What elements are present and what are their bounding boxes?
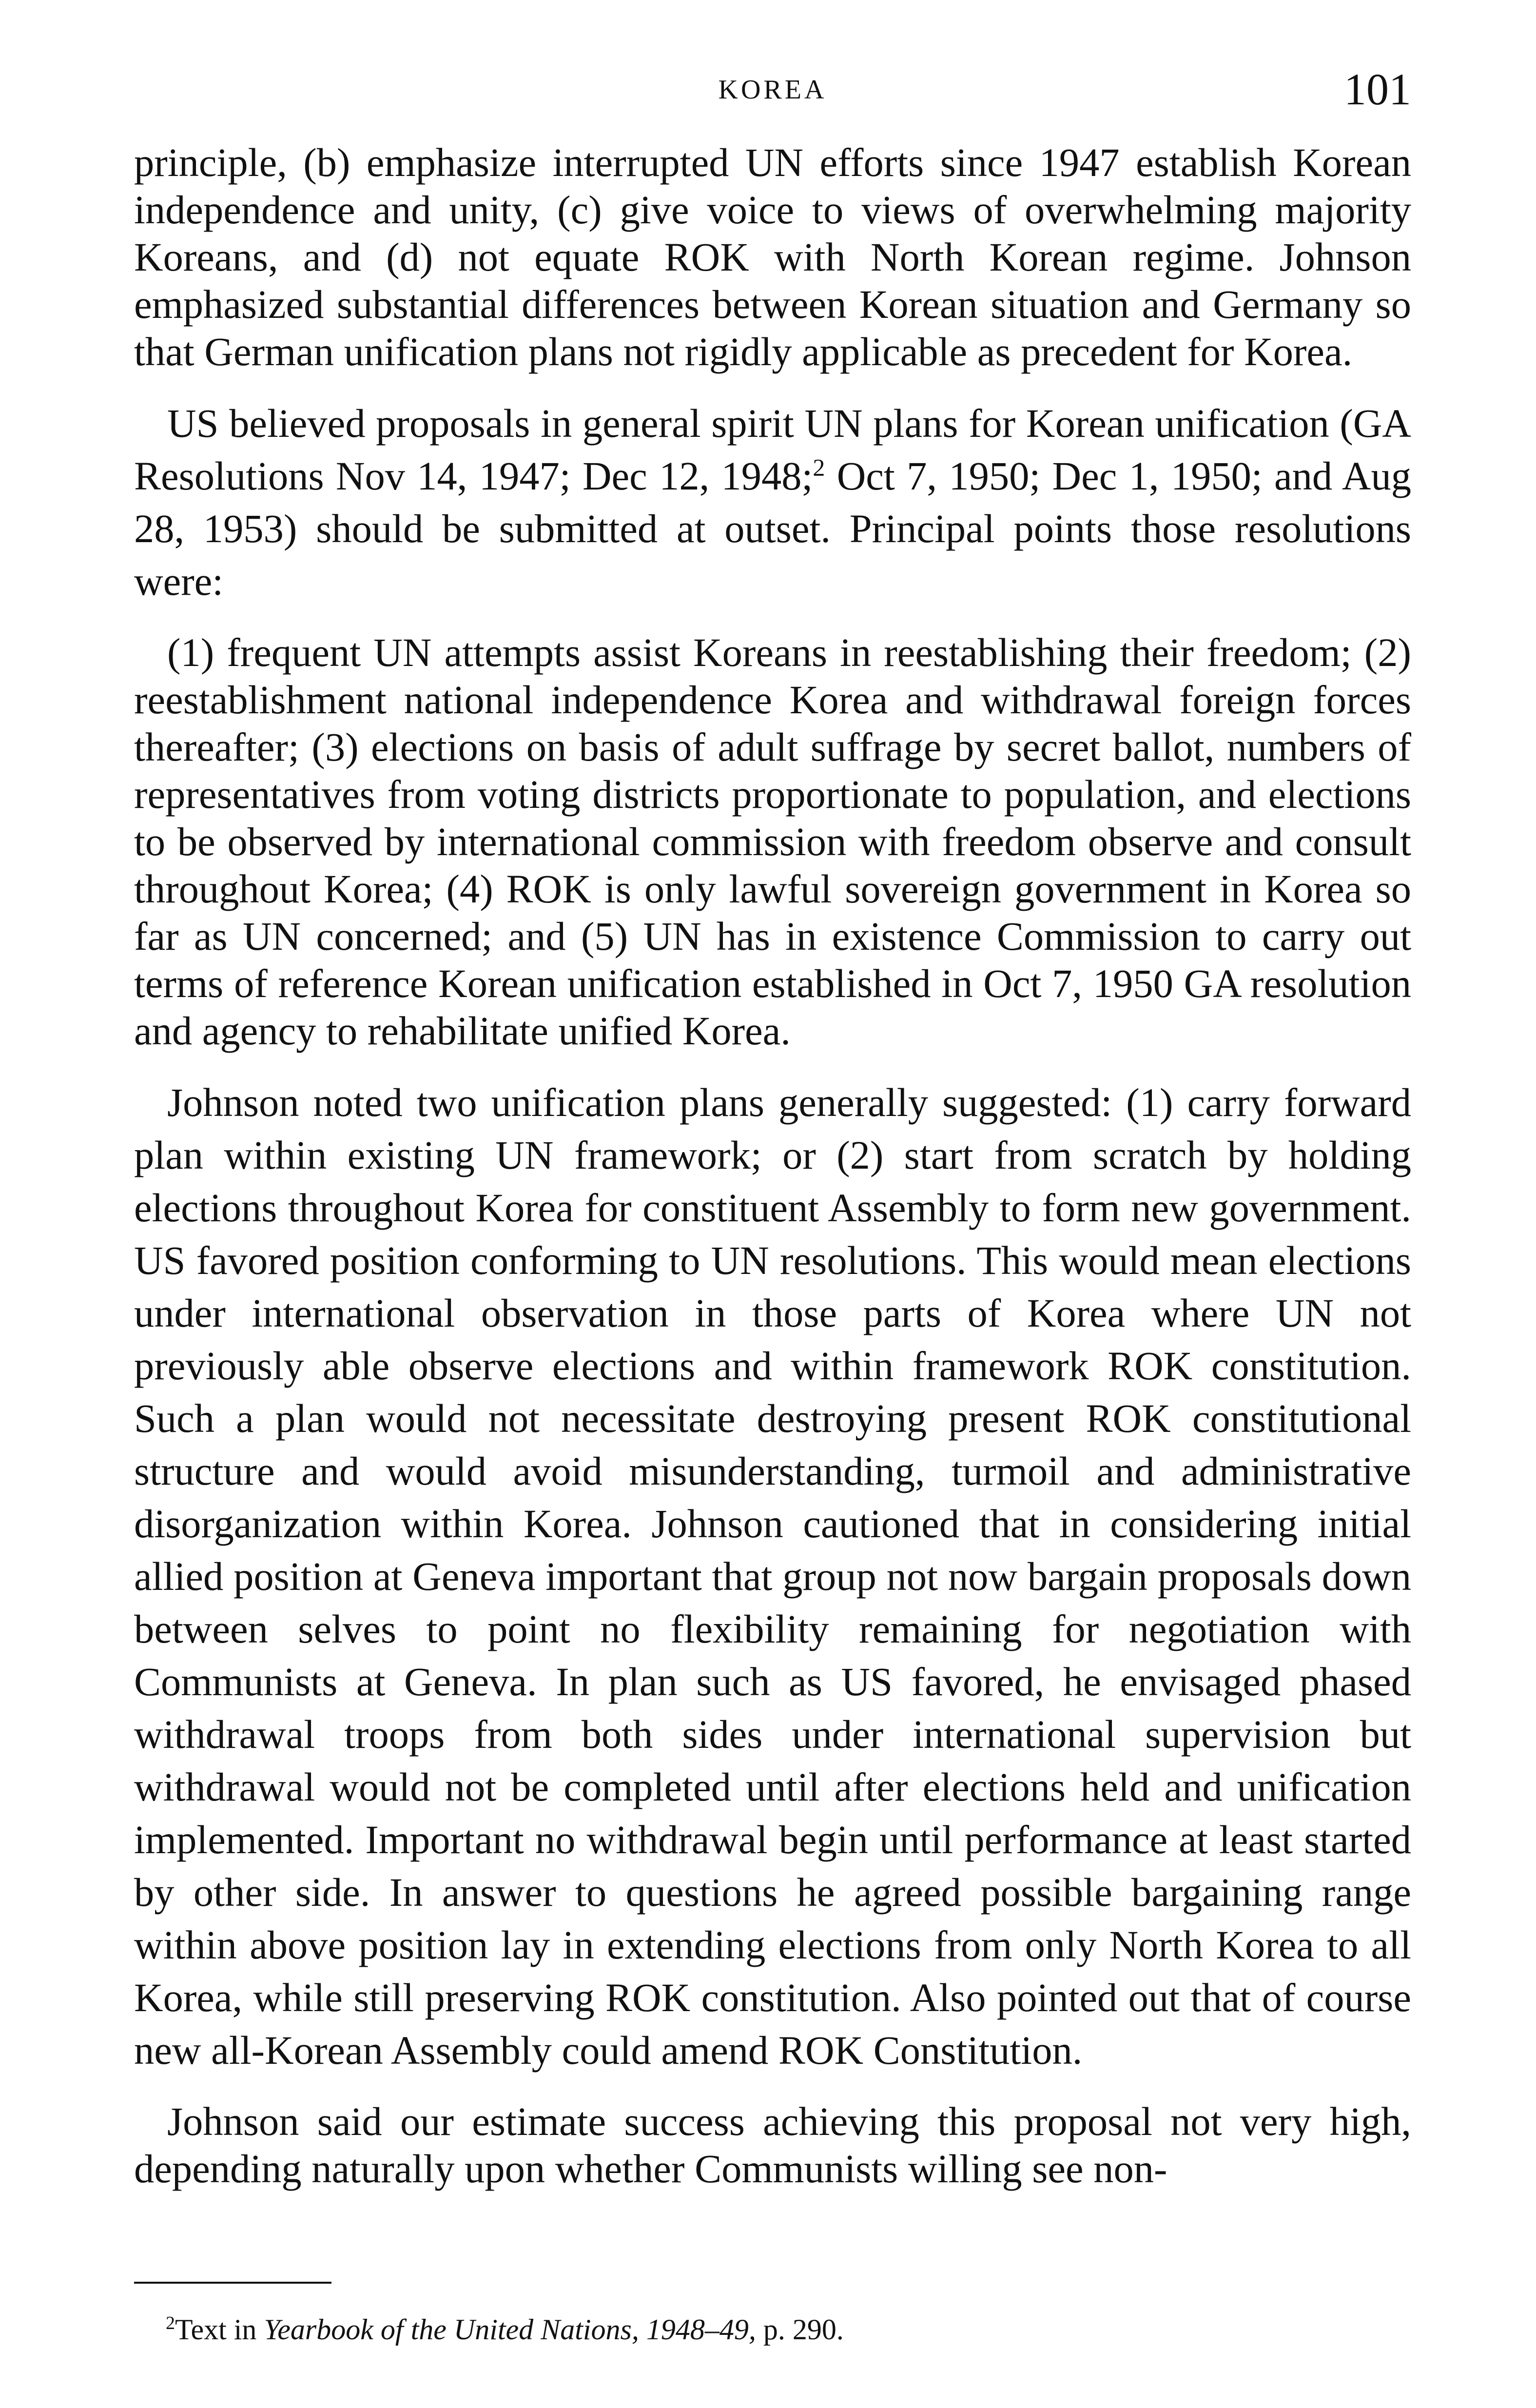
footnote-mark: 2	[166, 2313, 175, 2333]
footnote-source-title: Yearbook of the United Nations, 1948–49,	[264, 2313, 756, 2346]
footnote-reference: 2	[813, 453, 825, 481]
footnote-page: p. 290.	[756, 2313, 844, 2346]
paragraph-text: US believed proposals in general spirit UN plans for Korean unification (GA Resolutions Nov 14, 1947; Dec 12, 1948;	[134, 401, 1411, 498]
paragraph-continuation: principle, (b) emphasize interrupted UN efforts since 1947 establish Korean independence and unity, (c) give voice to views of overwhelming majority Koreans, and (d) not equate ROK with North Korean regime. Johnson emphasized substantial differences between Korean situation and Germany so that German unification plans not rigidly applicable as precedent for Korea.	[134, 140, 1411, 374]
page-header	[134, 63, 1411, 117]
page-number: 101	[1344, 64, 1411, 114]
paragraph-us-proposals	[134, 397, 1411, 607]
running-head: KOREA	[718, 75, 827, 105]
footnote-divider	[134, 2282, 331, 2284]
paragraph-text: Oct 7, 1950; Dec 1, 1950; and Aug 28, 1953) should be submitted at outset. Principal points those resolutions were:	[134, 453, 1412, 604]
body-text	[134, 139, 1411, 2214]
paragraph-unification-plans: Johnson noted two unification plans generally suggested: (1) carry forward plan within existing UN framework; or (2) start from scratch by holding elections throughout Korea for constituent Assembly to form new government. US favored position conforming to UN resolutions. This would mean elections under international observation in those parts of Korea where UN not previously able observe elections and within framework ROK constitution. Such a plan would not necessitate destroying present ROK constitutional structure and would avoid misunderstanding, turmoil and administrative disorganization within Korea. Johnson cautioned that in considering initial allied position at Geneva important that group not now bargain proposals down between selves to point no flexibility remaining for negotiation with Communists at Geneva. In plan such as US favored, he envisaged phased withdrawal troops from both sides under international supervision but withdrawal would not be completed until after elections held and unification implemented. Important no withdrawal begin until performance at least started by other side. In answer to questions he agreed possible bargaining range within above position lay in extending elections from only North Korea to all Korea, while still preserving ROK constitution. Also pointed out that of course new all-Korean Assembly could amend ROK Constitution.	[134, 1080, 1411, 2073]
paragraph-estimate: Johnson said our estimate success achieving this proposal not very high, depending naturally upon whether Communists willing see non-	[134, 2099, 1411, 2191]
footnote-text: Text in	[175, 2313, 264, 2346]
paragraph-principal-points: (1) frequent UN attempts assist Koreans in reestablishing their freedom; (2) reestablishment national independence Korea and withdrawal foreign forces thereafter; (3) elections on basis of adult suffrage by secret ballot, numbers of representatives from voting districts proportionate to population, and elections to be observed by international commission with freedom observe and consult throughout Korea; (4) ROK is only lawful sovereign government in Korea so far as UN concerned; and (5) UN has in existence Commission to carry out terms of reference Korean unification established in Oct 7, 1950 GA resolution and agency to rehabilitate unified Korea.	[134, 630, 1411, 1053]
footnote	[166, 2311, 1384, 2348]
